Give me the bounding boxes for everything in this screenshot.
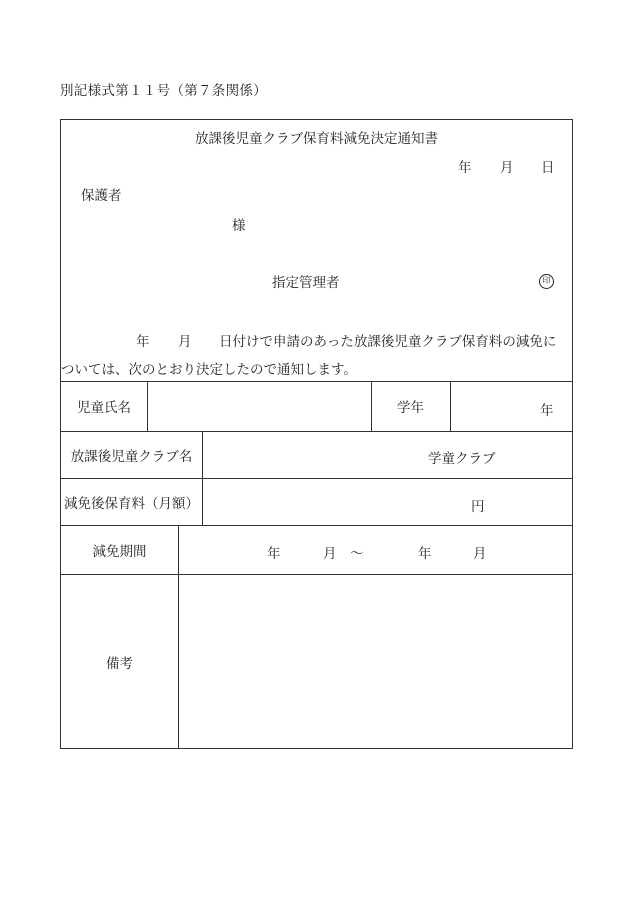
period-to-year: 年 <box>418 546 432 562</box>
divider <box>450 381 451 431</box>
issuer-label: 指定管理者 <box>272 275 340 291</box>
seal-mark <box>539 271 554 289</box>
fee-label: 減免後保育料（月額） <box>64 495 199 512</box>
form-title: 放課後児童クラブ保育料減免決定通知書 <box>195 131 438 147</box>
remarks-label: 備考 <box>106 655 133 672</box>
body-year: 年 <box>136 334 150 350</box>
child-name-label: 児童氏名 <box>77 400 131 416</box>
form-id: 別記様式第１１号（第７条関係） <box>60 83 267 99</box>
seal-icon: 印 <box>539 274 554 289</box>
grade-label: 学年 <box>397 400 424 416</box>
notice-form <box>60 119 573 749</box>
period-separator: 〜 <box>350 546 364 562</box>
body-month: 月 <box>178 334 192 350</box>
period-to-month: 月 <box>473 546 487 562</box>
divider <box>202 431 203 525</box>
guardian-label: 保護者 <box>81 188 122 204</box>
club-label: 放課後児童クラブ名 <box>70 448 193 465</box>
period-from-month: 月 <box>323 546 337 562</box>
body-line1: 日付けで申請のあった放課後児童クラブ保育料の減免に <box>219 334 557 350</box>
date-year: 年 <box>458 160 472 176</box>
date-day: 日 <box>541 160 555 176</box>
period-label: 減免期間 <box>92 543 147 560</box>
grade-unit: 年 <box>540 403 554 419</box>
child-name-field[interactable] <box>148 381 371 431</box>
honorific: 様 <box>232 218 246 234</box>
fee-unit: 円 <box>471 499 485 515</box>
body-line2: ついては、次のとおり決定したので通知します。 <box>61 362 357 378</box>
date-month: 月 <box>500 160 514 176</box>
period-from-year: 年 <box>267 546 281 562</box>
remarks-field[interactable] <box>179 575 572 748</box>
club-value: 学童クラブ <box>428 451 496 467</box>
